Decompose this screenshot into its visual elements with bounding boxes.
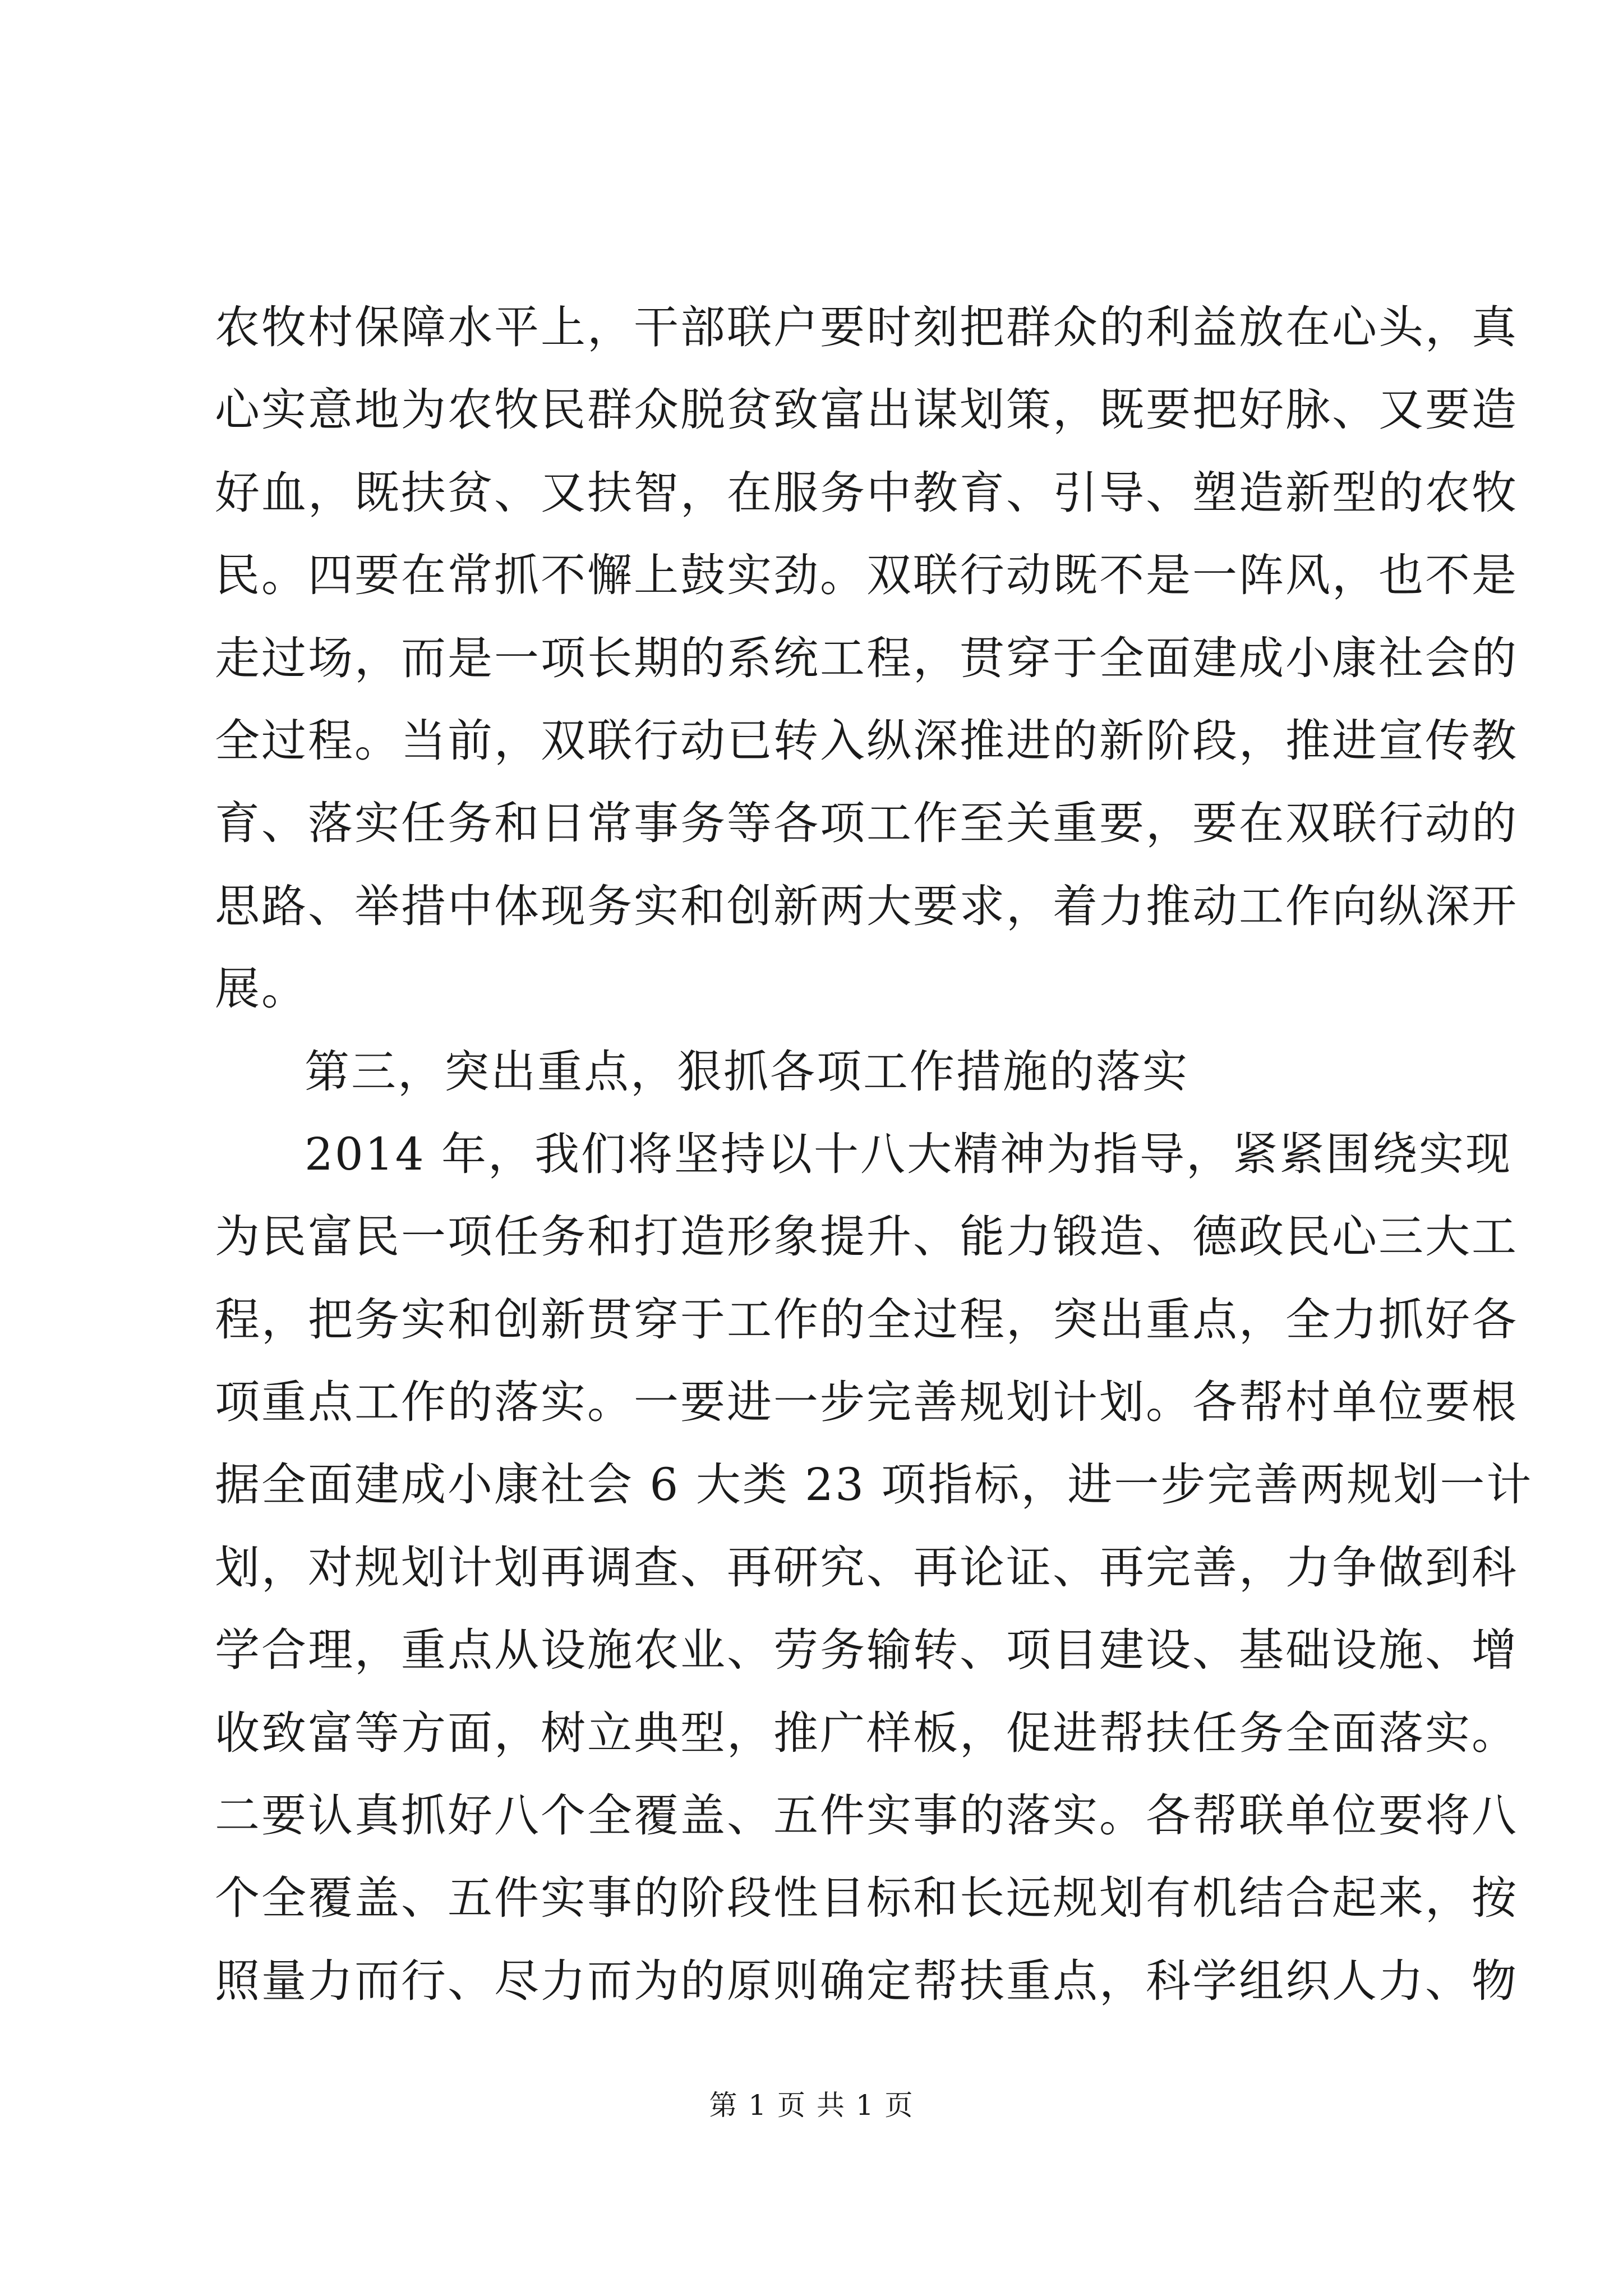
page-footer	[0, 2086, 1623, 2125]
text-line: 程，把务实和创新贯穿于工作的全过程，突出重点，全力抓好各	[215, 1293, 1518, 1346]
page-number: 第 1 页 共 1 页	[709, 2089, 914, 2122]
text-line: 好血，既扶贫、又扶智，在服务中教育、引导、塑造新型的农牧	[215, 466, 1518, 519]
text-line: 学合理，重点从设施农业、劳务输转、项目建设、基础设施、增	[215, 1624, 1518, 1677]
text-line: 心实意地为农牧民群众脱贫致富出谋划策，既要把好脉、又要造	[215, 384, 1518, 436]
text-line: 照量力而行、尽力而为的原则确定帮扶重点，科学组织人力、物	[215, 1954, 1518, 2007]
text-line: 思路、举措中体现务实和创新两大要求，着力推动工作向纵深开	[215, 880, 1518, 932]
text-line: 民。四要在常抓不懈上鼓实劲。双联行动既不是一阵风，也不是	[215, 549, 1518, 602]
text-line: 全过程。当前，双联行动已转入纵深推进的新阶段，推进宣传教	[215, 714, 1518, 767]
text-line: 个全覆盖、五件实事的阶段性目标和长远规划有机结合起来，按	[215, 1872, 1518, 1925]
text-line: 农牧村保障水平上，干部联户要时刻把群众的利益放在心头，真	[215, 301, 1518, 353]
text-line: 走过场，而是一项长期的系统工程，贯穿于全面建成小康社会的	[215, 632, 1518, 684]
text-line: 展。	[215, 963, 308, 1015]
text-line: 据全面建成小康社会 6 大类 23 项指标，进一步完善两规划一计	[215, 1458, 1533, 1511]
text-line: 为民富民一项任务和打造形象提升、能力锻造、德政民心三大工	[215, 1211, 1518, 1263]
text-line: 收致富等方面，树立典型，推广样板，促进帮扶任务全面落实。	[215, 1706, 1518, 1759]
text-line: 2014 年，我们将坚持以十八大精神为指导，紧紧围绕实现	[305, 1128, 1513, 1180]
text-line: 育、落实任务和日常事务等各项工作至关重要，要在双联行动的	[215, 797, 1518, 850]
text-line: 二要认真抓好八个全覆盖、五件实事的落实。各帮联单位要将八	[215, 1789, 1518, 1842]
body-text	[215, 286, 1533, 2022]
section-heading: 第三，突出重点，狠抓各项工作措施的落实	[305, 1045, 1189, 1098]
text-line: 项重点工作的落实。一要进一步完善规划计划。各帮村单位要根	[215, 1376, 1518, 1429]
text-line: 划，对规划计划再调查、再研究、再论证、再完善，力争做到科	[215, 1541, 1518, 1594]
